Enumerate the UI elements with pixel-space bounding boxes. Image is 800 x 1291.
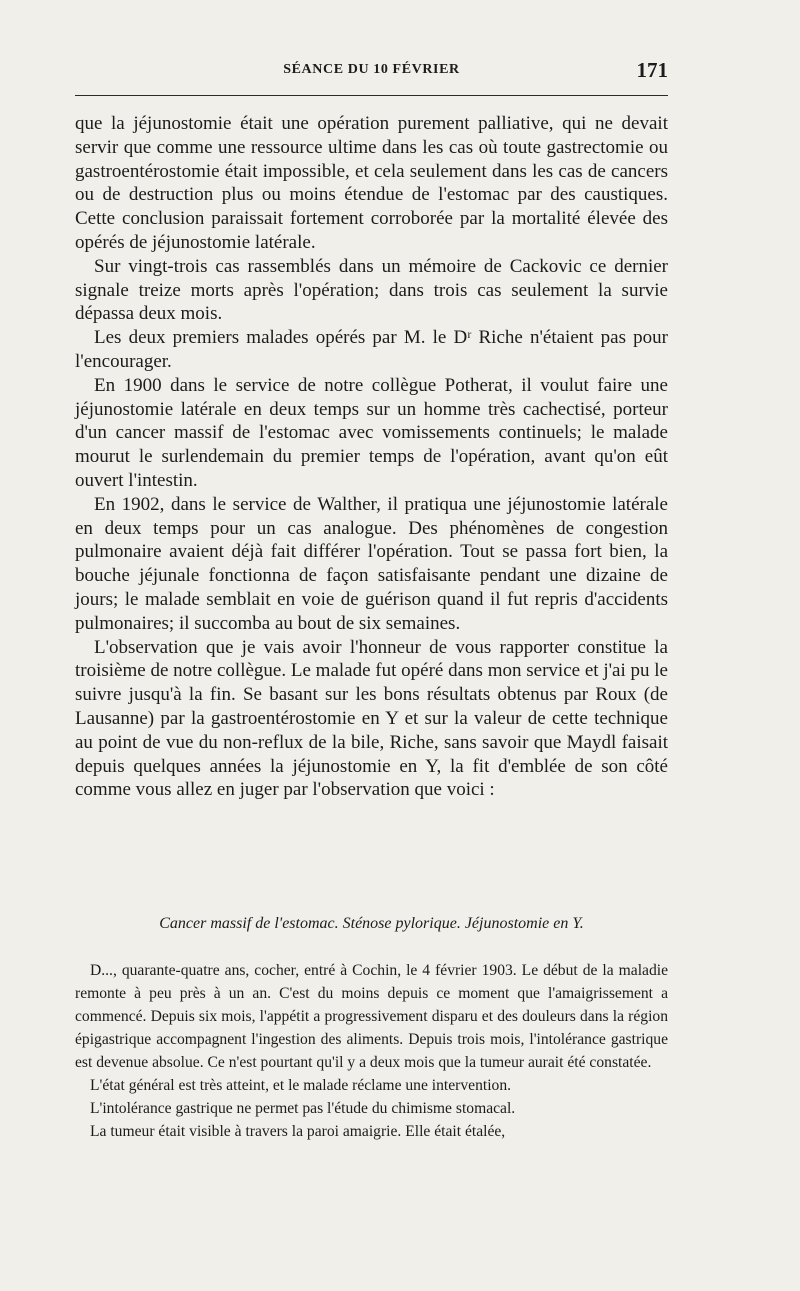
- paragraph: Les deux premiers malades opérés par M. le Dʳ Riche n'étaient pas pour l'encourager.: [75, 327, 668, 372]
- main-text: [75, 112, 668, 802]
- page-header: [75, 58, 668, 84]
- paragraph: L'observation que je vais avoir l'honneur de vous rapporter constitue la troisième de notre collègue. Le malade fut opéré dans mon service et j'ai pu le suivre jusqu'à la fin. Se basant sur les bons résultats obtenus par Roux (de Lausanne) par la gastroentérostomie en Y et sur la valeur de cette technique au point de vue du non-reflux de la bile, Riche, sans savoir que Maydl faisait depuis quelques années la jéjunostomie en Y, la fit d'emblée de son côté comme vous allez en juger par l'observation que voici :: [75, 636, 668, 801]
- observation-paragraph: L'état général est très atteint, et le malade réclame une intervention.: [90, 1077, 512, 1094]
- case-observation: [75, 959, 668, 1143]
- observation-paragraph: La tumeur était visible à travers la paroi amaigrie. Elle était étalée,: [90, 1123, 506, 1140]
- paragraph: que la jéjunostomie était une opération purement palliative, qui ne devait servir que comme une ressource ultime dans les cas où toute gastrectomie ou gastroentérostomie était impossible, et cela seulement dans les cas de cancers ou de destruction plus ou moins étendue de l'estomac par des caustiques. Cette conclusion paraissait fortement corroborée par la mortalité élevée des opérés de jéjunostomie latérale.: [75, 113, 668, 253]
- case-title: Cancer massif de l'estomac. Sténose pylorique. Jéjunostomie en Y.: [159, 915, 584, 932]
- header-rule: [75, 95, 668, 96]
- paragraph: En 1900 dans le service de notre collègue Potherat, il voulut faire une jéjunostomie latérale en deux temps sur un homme très cachectisé, porteur d'un cancer massif de l'estomac avec vomissements continuels; le malade mourut le surlendemain du premier temps de l'opération, avant qu'on eût ouvert l'intestin.: [75, 374, 668, 491]
- paragraph: Sur vingt-trois cas rassemblés dans un mémoire de Cackovic ce dernier signale treize morts après l'opération; dans trois cas seulement la survie dépassa deux mois.: [75, 255, 668, 325]
- observation-paragraph: L'intolérance gastrique ne permet pas l'étude du chimisme stomacal.: [90, 1100, 516, 1117]
- observation-paragraph: D..., quarante-quatre ans, cocher, entré à Cochin, le 4 février 1903. Le début de la maladie remonte à peu près à un an. C'est du moins depuis ce moment que l'amaigrissement a commencé. Depuis six mois, l'appétit a progressivement disparu et des douleurs dans la région épigastrique accompagnent l'ingestion des aliments. Depuis trois mois, l'intolérance gastrique est devenue absolue. Ce n'est pourtant qu'il y a deux mois que la tumeur aurait été constatée.: [75, 962, 668, 1071]
- paragraph: En 1902, dans le service de Walther, il pratiqua une jéjunostomie latérale en deux temps pour un cas analogue. Des phénomènes de congestion pulmonaire avaient déjà fait différer l'opération. Tout se passa fort bien, la bouche jéjunale fonctionna de façon satisfaisante pendant une dizaine de jours; le malade semblait en voie de guérison quand il fut repris d'accidents pulmonaires; il succomba au bout de six semaines.: [75, 493, 668, 634]
- running-title: SÉANCE DU 10 FÉVRIER: [283, 62, 460, 77]
- page-number: 171: [636, 58, 668, 82]
